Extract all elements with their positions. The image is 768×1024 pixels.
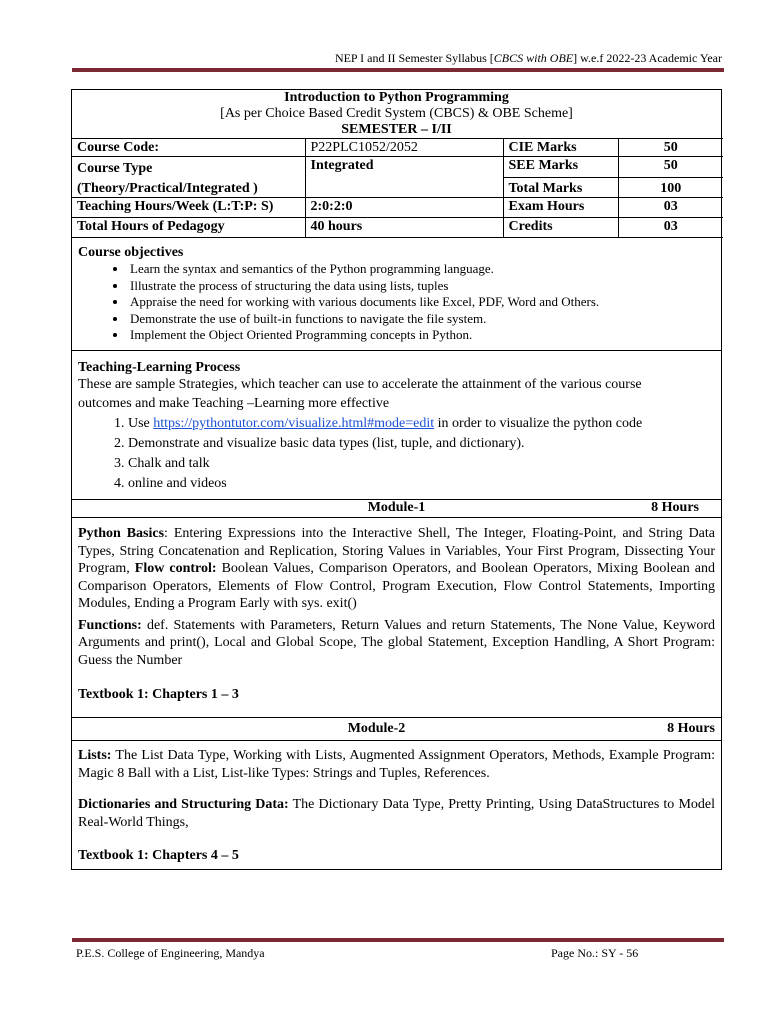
footer-page-number: Page No.: SY - 56	[551, 946, 639, 960]
teaching-learning-section	[72, 350, 721, 499]
exam-hours-value: 03	[618, 198, 723, 218]
course-scheme: [As per Choice Based Credit System (CBCS) & OBE Scheme]	[220, 106, 573, 121]
flow-control-heading: Flow control:	[134, 561, 217, 576]
list-item: • Illustrate the process of structuring the data using lists, tuples	[128, 278, 715, 295]
list-item	[128, 414, 715, 434]
dictionaries-paragraph	[78, 796, 715, 831]
teaching-intro-line1: These are sample Strategies, which teacher can use to accelerate the attainment of the various course	[78, 377, 642, 392]
pedagogy-hours-value: 40 hours	[305, 218, 503, 238]
module-1-content	[72, 517, 721, 717]
python-basics-paragraph	[78, 525, 715, 613]
course-type-label	[72, 157, 305, 198]
dictionaries-text: The Dictionary Data Type, Pretty Printing, Using DataStructures to Model Real-World Things,	[78, 797, 715, 830]
python-basics-heading: Python Basics	[78, 526, 165, 541]
list-item: • Implement the Object Oriented Programming concepts in Python.	[128, 327, 715, 344]
list-item: 2. Demonstrate and visualize basic data types (list, tuple, and dictionary).	[128, 434, 715, 454]
module-1-header	[72, 499, 721, 517]
list-item: 3. Chalk and talk	[128, 454, 715, 474]
header-rule	[72, 68, 724, 72]
header-text-pre: NEP I and II Semester Syllabus [	[334, 51, 494, 65]
course-type-label-line1: Course Type	[77, 161, 153, 176]
course-code-label: Course Code:	[72, 139, 305, 157]
python-basics-text: : Entering Expressions into the Interactive Shell, The Integer, Floating-Point, and String Data Types, String Concatenation and Replication, Storing Values in Variables, Your First Program, Dissecting Your Program,	[78, 526, 715, 576]
cie-marks-label: CIE Marks	[503, 139, 618, 157]
module-2-hours: 8 Hours	[667, 721, 715, 736]
course-type-value: Integrated	[305, 157, 503, 198]
course-objectives-section	[72, 238, 721, 350]
strategies-list	[78, 414, 715, 494]
module-2-textbook: Textbook 1: Chapters 4 – 5	[78, 848, 239, 863]
strategy-1-post: in order to visualize the python code	[434, 416, 643, 431]
functions-heading: Functions:	[78, 617, 142, 633]
page-header	[335, 51, 722, 66]
table-row	[72, 198, 723, 218]
credits-value: 03	[618, 218, 723, 238]
credits-label: Credits	[503, 218, 618, 238]
table-row	[72, 139, 723, 157]
course-objectives-title: Course objectives	[78, 245, 184, 260]
total-marks-label: Total Marks	[503, 177, 618, 198]
flow-control-text: Boolean Values, Comparison Operators, and Boolean Operators, Mixing Boolean and Comparison Operators, Elements of Flow Control, Program Execution, Flow Control Statements, Importing Modules, Ending a Program Early with sys. exit()	[78, 561, 715, 611]
cie-marks-value: 50	[618, 139, 723, 157]
list-item: • Appraise the need for working with various documents like Excel, PDF, Word and Others.	[128, 294, 715, 311]
teaching-intro-line2: outcomes and make Teaching –Learning more effective	[78, 396, 390, 411]
course-title-block	[72, 90, 721, 138]
table-row	[72, 218, 723, 238]
total-marks-value: 100	[618, 177, 723, 198]
module-1-name: Module-1	[367, 500, 426, 515]
module-2-header	[72, 717, 721, 740]
pythontutor-link[interactable]: https://pythontutor.com/visualize.html#mode=edit	[153, 416, 435, 431]
strategy-1-pre: Use	[128, 416, 154, 431]
lists-text: The List Data Type, Working with Lists, Augmented Assignment Operators, Methods, Example Program: Magic 8 Ball with a List, List-like Types: Strings and Tuples, References.	[78, 748, 715, 781]
see-marks-label: SEE Marks	[503, 157, 618, 178]
functions-paragraph	[78, 617, 715, 670]
list-item: • Learn the syntax and semantics of the Python programming language.	[128, 261, 715, 278]
course-type-label-line2: (Theory/Practical/Integrated )	[77, 181, 258, 196]
see-marks-value: 50	[618, 157, 723, 178]
module-2-name: Module-2	[347, 721, 406, 736]
lists-paragraph	[78, 747, 715, 782]
functions-text: def. Statements with Parameters, Return Values and return Statements, The None Value, Keyword Arguments and print(), Local and Global Scope, The global Statement, Exception Handling, A Short Program: Guess the Number	[78, 617, 715, 668]
course-code-value: P22PLC1052/2052	[305, 139, 503, 157]
teaching-hours-value: 2:0:2:0	[305, 198, 503, 218]
module-1-hours: 8 Hours	[651, 500, 699, 515]
module-2-content	[72, 740, 721, 864]
semester-label: SEMESTER – I/II	[341, 122, 452, 137]
teaching-hours-label: Teaching Hours/Week (L:T:P: S)	[72, 198, 305, 218]
teaching-learning-title: Teaching-Learning Process	[78, 360, 241, 375]
syllabus-box	[71, 89, 722, 870]
lists-heading: Lists:	[78, 748, 112, 763]
course-title: Introduction to Python Programming	[284, 90, 509, 105]
dictionaries-heading: Dictionaries and Structuring Data:	[78, 797, 289, 812]
objectives-list	[78, 261, 715, 344]
exam-hours-label: Exam Hours	[503, 198, 618, 218]
course-info-table	[72, 138, 723, 238]
module-1-textbook: Textbook 1: Chapters 1 – 3	[78, 687, 239, 702]
header-text-post: ] w.e.f 2022-23 Academic Year	[573, 51, 722, 65]
list-item: 4. online and videos	[128, 474, 715, 494]
list-item: • Demonstrate the use of built-in functions to navigate the file system.	[128, 311, 715, 328]
pedagogy-hours-label: Total Hours of Pedagogy	[72, 218, 305, 238]
footer-rule	[72, 938, 724, 942]
footer-college-name: P.E.S. College of Engineering, Mandya	[76, 946, 265, 960]
header-text-italic: CBCS with OBE	[493, 51, 574, 65]
table-row	[72, 157, 723, 178]
